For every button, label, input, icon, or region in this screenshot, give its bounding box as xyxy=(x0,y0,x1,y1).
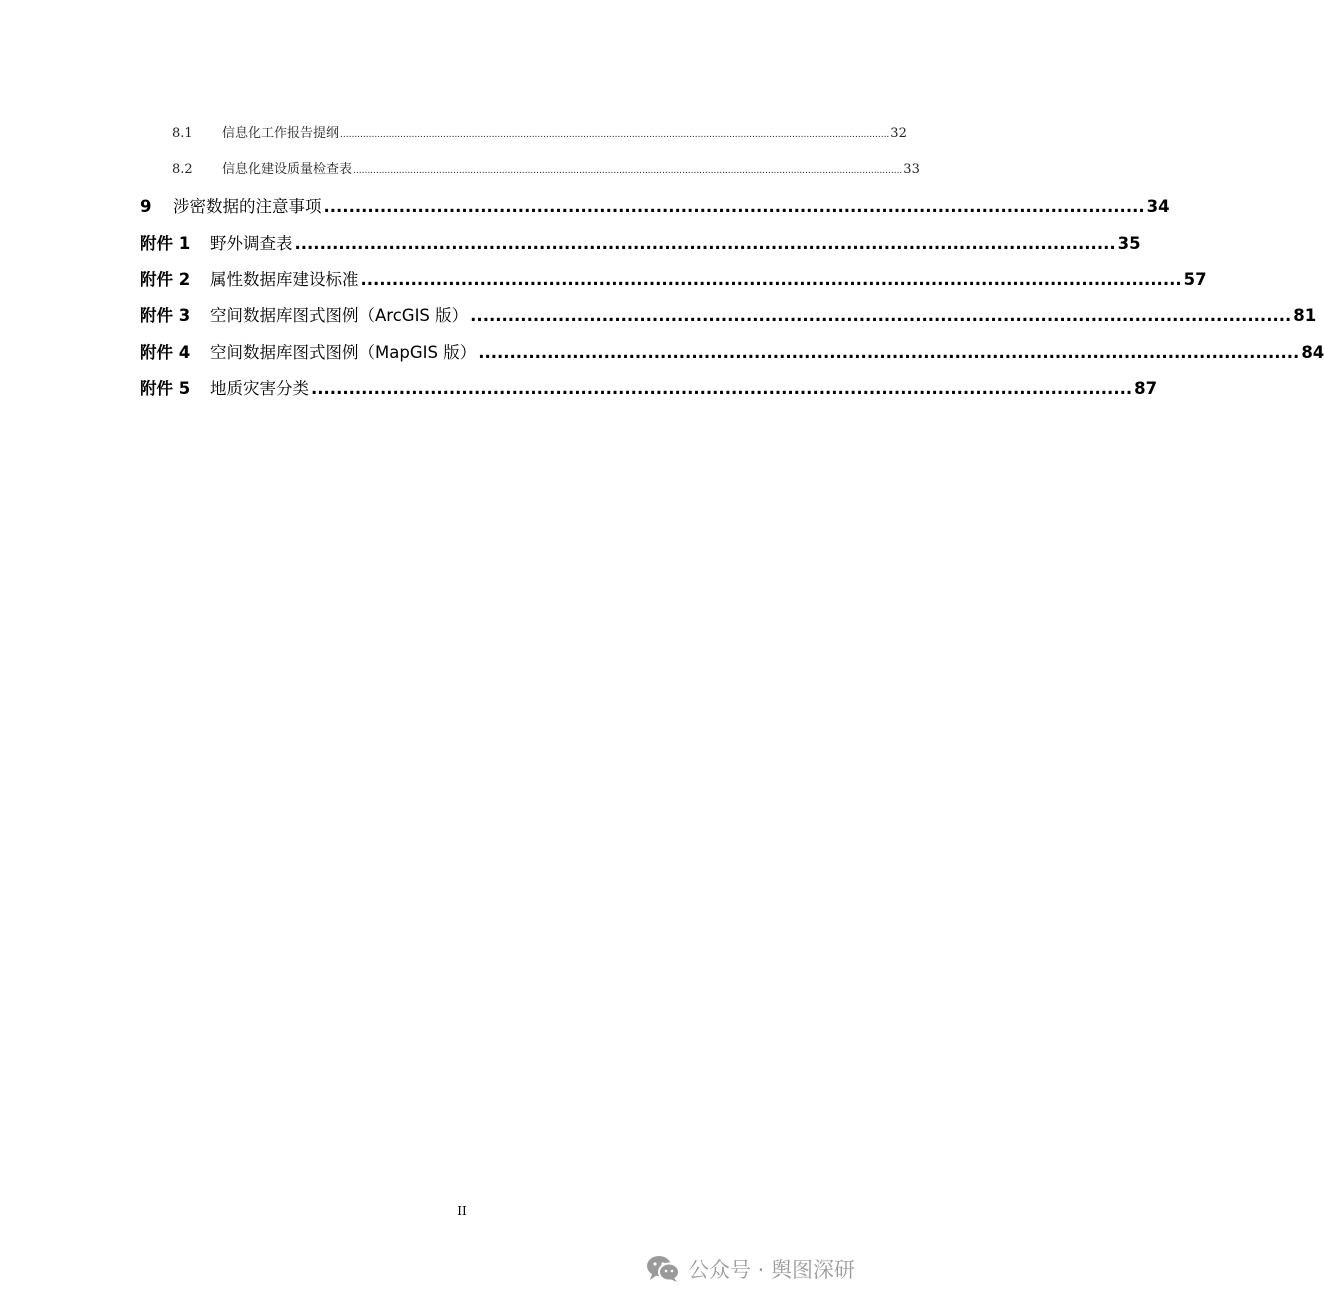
toc-entry-appendix-5[interactable] xyxy=(140,375,1158,399)
toc-entry-title: 涉密数据的注意事项 xyxy=(173,197,322,216)
toc-entry-page: 57 xyxy=(1183,270,1207,289)
toc-entry-number: 8.1 xyxy=(172,126,193,141)
toc-entry-page: 84 xyxy=(1301,343,1324,362)
toc-entry-title: 地质灾害分类 xyxy=(210,379,309,398)
toc-entry-9[interactable] xyxy=(140,193,1170,217)
toc-entry-number: 附件 3 xyxy=(140,306,191,325)
toc-entry-page: 32 xyxy=(890,126,907,141)
toc-leader-dots: ................................................................................................................................... xyxy=(470,306,1292,325)
toc-leader-dots: ................................................................................................................................... xyxy=(323,197,1145,216)
toc-entry-number: 9 xyxy=(140,197,152,216)
toc-leader-dots: ................................................................................................................................................................................................ xyxy=(353,166,903,176)
toc-entry-number: 8.2 xyxy=(172,162,193,177)
toc-entry-page: 81 xyxy=(1293,306,1317,325)
toc-entry-number: 附件 1 xyxy=(140,234,191,253)
wechat-icon xyxy=(646,1255,680,1283)
toc-entry-title: 空间数据库图式图例（ArcGIS 版） xyxy=(210,306,469,325)
toc-leader-dots: ................................................................................................................................... xyxy=(311,379,1133,398)
toc-entry-title: 信息化工作报告提纲 xyxy=(222,126,340,141)
page-number: II xyxy=(457,1204,467,1218)
toc-entry-8-1[interactable] xyxy=(172,122,907,141)
toc-entry-number: 附件 2 xyxy=(140,270,191,289)
toc-entry-page: 33 xyxy=(903,162,920,177)
toc-entry-number: 附件 4 xyxy=(140,343,191,362)
watermark xyxy=(646,1254,855,1284)
toc-entry-number: 附件 5 xyxy=(140,379,191,398)
toc-entry-title: 野外调查表 xyxy=(210,234,293,253)
toc-entry-page: 87 xyxy=(1134,379,1158,398)
watermark-text: 公众号 · 舆图深研 xyxy=(688,1258,856,1282)
toc-leader-dots: ................................................................................................................................... xyxy=(294,234,1116,253)
toc-entry-page: 34 xyxy=(1146,197,1170,216)
toc-entry-appendix-3[interactable] xyxy=(140,302,1317,326)
toc-leader-dots: ................................................................................................................................... xyxy=(360,270,1182,289)
toc-leader-dots: ................................................................................................................................................................................................ xyxy=(340,130,890,140)
toc-entry-appendix-4[interactable] xyxy=(140,339,1324,363)
toc-entry-title: 属性数据库建设标准 xyxy=(210,270,359,289)
toc-entry-title: 空间数据库图式图例（MapGIS 版） xyxy=(210,343,477,362)
toc-entry-appendix-1[interactable] xyxy=(140,230,1141,254)
toc-entry-title: 信息化建设质量检查表 xyxy=(222,162,353,177)
toc-entry-8-2[interactable] xyxy=(172,158,920,177)
toc-entry-page: 35 xyxy=(1117,234,1141,253)
toc-leader-dots: ................................................................................................................................... xyxy=(478,343,1300,362)
toc-entry-appendix-2[interactable] xyxy=(140,266,1207,290)
